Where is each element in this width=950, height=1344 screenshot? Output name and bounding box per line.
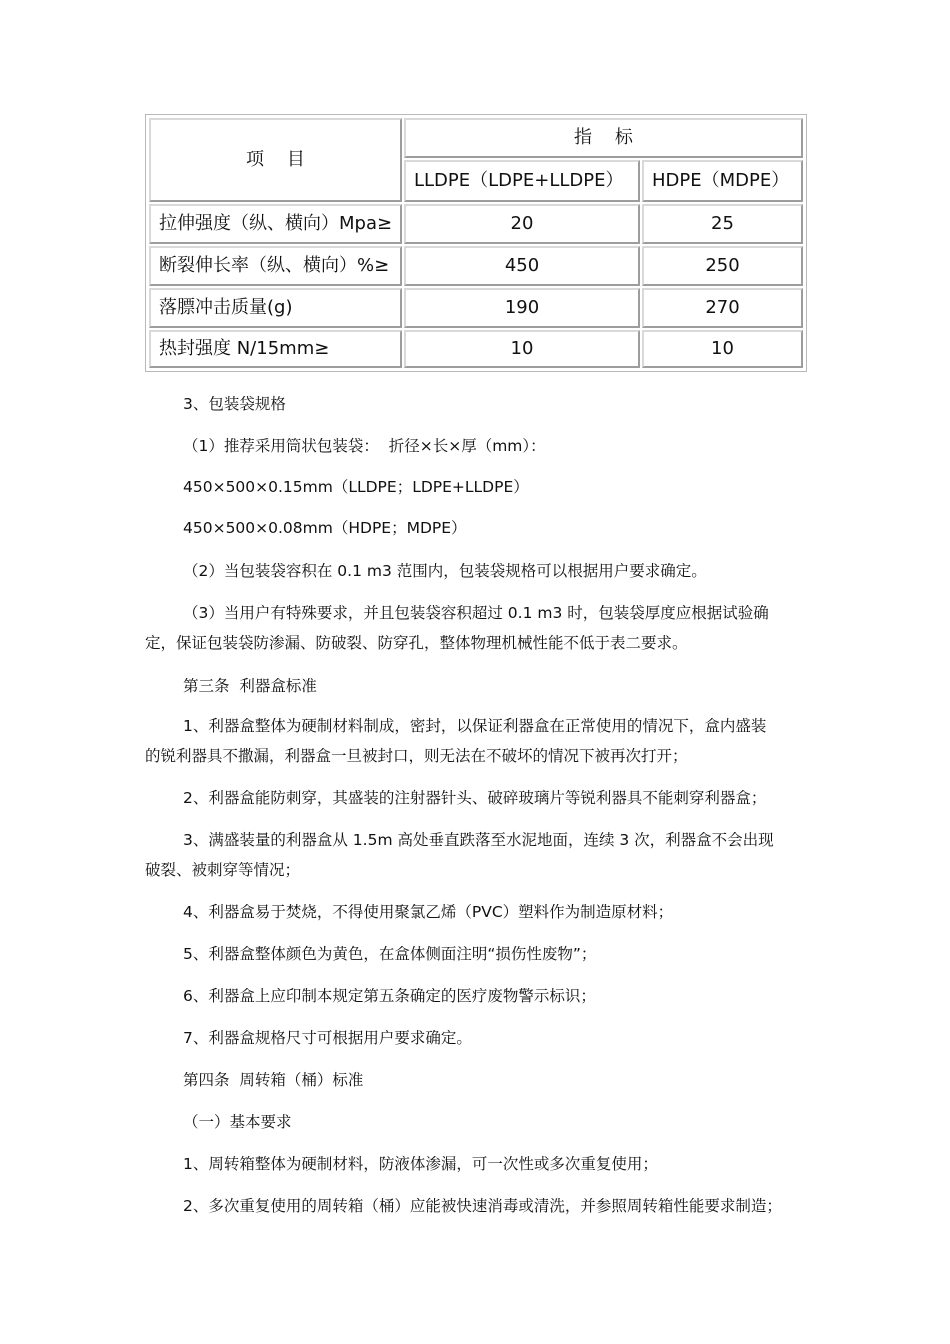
- paragraph: 2、多次重复使用的周转箱（桶）应能被快速消毒或清洗，并参照周转箱性能要求制造；: [183, 1197, 782, 1215]
- paragraph: 1、利器盒整体为硬制材料制成，密封，以保证利器盒在正常使用的情况下，盒内盛装 的锐利器具不撒漏，利器盒一旦被封口，则无法在不破坏的情况下被再次打开；: [145, 717, 767, 765]
- header-hdpe-cell: [642, 160, 803, 202]
- header-hdpe-label: HDPE（MDPE）: [652, 170, 790, 191]
- paragraph: 450×500×0.15mm（LLDPE；LDPE+LLDPE）: [183, 478, 529, 496]
- paragraph: 5、利器盒整体颜色为黄色，在盒体侧面注明“损伤性废物”；: [183, 945, 597, 963]
- table-cell-hdpe: 25: [642, 204, 803, 244]
- header-lldpe-cell: [404, 160, 640, 202]
- paragraph: 6、利器盒上应印制本规定第五条确定的医疗废物警示标识；: [183, 987, 596, 1005]
- table-cell-lldpe: 10: [404, 330, 640, 368]
- paragraph: （3）当用户有特殊要求，并且包装袋容积超过 0.1 m3 时，包装袋厚度应根据试验确 定，保证包装袋防渗漏、防破裂、防穿孔，整体物理机械性能不低于表二要求。: [145, 604, 769, 652]
- table-cell-hdpe: 250: [642, 246, 803, 286]
- table-cell-lldpe: 20: [404, 204, 640, 244]
- table-row-name: 断裂伸长率（纵、横向）%≥: [149, 246, 402, 286]
- header-lldpe-label: LLDPE（LDPE+LLDPE）: [414, 170, 624, 191]
- section-heading-bag-spec: 3、包装袋规格: [183, 395, 286, 413]
- paragraph: 2、利器盒能防刺穿，其盛装的注射器针头、破碎玻璃片等锐利器具不能刺穿利器盒；: [183, 789, 767, 807]
- paragraph: 1、周转箱整体为硬制材料，防液体渗漏，可一次性或多次重复使用；: [183, 1155, 658, 1173]
- table-cell-hdpe: 10: [642, 330, 803, 368]
- table-cell-hdpe: 270: [642, 288, 803, 328]
- table-cell-lldpe: 450: [404, 246, 640, 286]
- section-heading-basic-requirements: （一）基本要求: [183, 1113, 292, 1131]
- paragraph: （1）推荐采用筒状包装袋： 折径×长×厚（mm）：: [183, 437, 546, 455]
- paragraph: 3、满盛装量的利器盒从 1.5m 高处垂直跌落至水泥地面，连续 3 次，利器盒不会出现 破裂、被刺穿等情况；: [145, 831, 774, 879]
- header-item-label: 项 目: [246, 149, 305, 170]
- paragraph: 4、利器盒易于焚烧，不得使用聚氯乙烯（PVC）塑料作为制造原材料；: [183, 903, 674, 921]
- paragraph: 450×500×0.08mm（HDPE；MDPE）: [183, 519, 467, 537]
- table-cell-lldpe: 190: [404, 288, 640, 328]
- header-item-cell: [149, 118, 402, 202]
- spec-table: [145, 114, 807, 372]
- table-row-name: 热封强度 N/15mm≥: [149, 330, 402, 368]
- table-row-name: 拉伸强度（纵、横向）Mpa≥: [149, 204, 402, 244]
- article-heading-sharps-box: 第三条 利器盒标准: [183, 677, 317, 695]
- header-index-label: 指 标: [574, 127, 633, 148]
- paragraph: 7、利器盒规格尺寸可根据用户要求确定。: [183, 1029, 472, 1047]
- table-row-name: 落膘冲击质量(g): [149, 288, 402, 328]
- paragraph: （2）当包装袋容积在 0.1 m3 范围内，包装袋规格可以根据用户要求确定。: [183, 562, 707, 580]
- header-index-cell: [404, 118, 803, 158]
- article-heading-turnover-box: 第四条 周转箱（桶）标准: [183, 1071, 364, 1089]
